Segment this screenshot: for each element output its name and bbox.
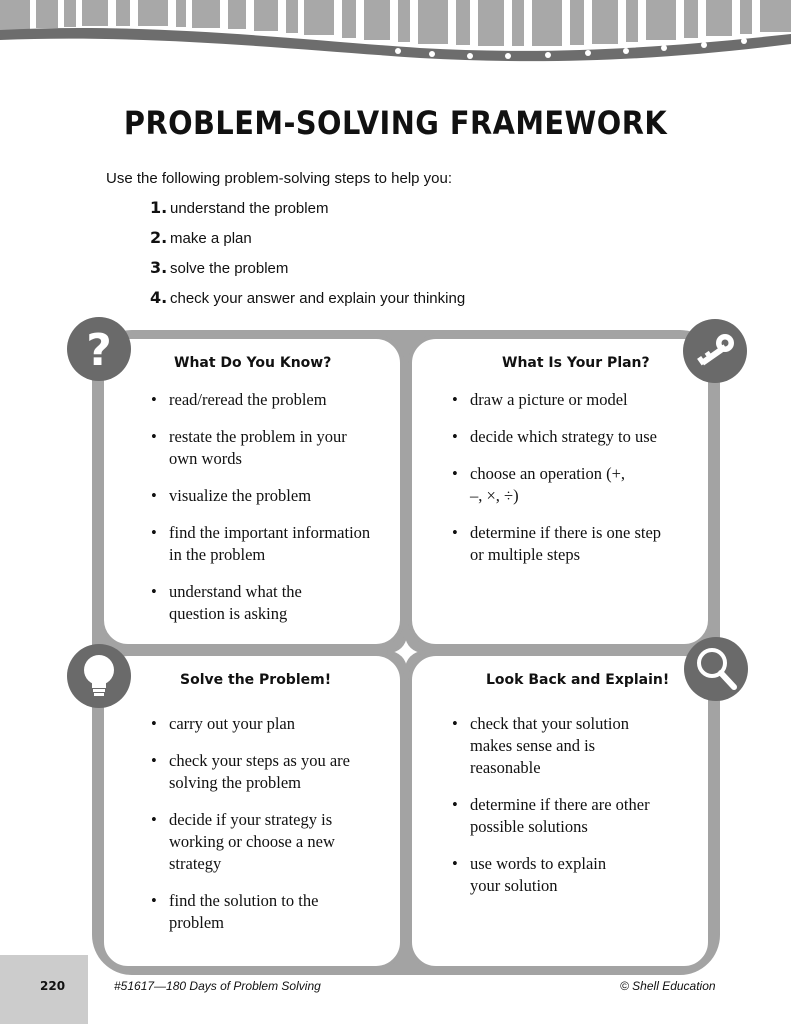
bullet-list bbox=[149, 389, 389, 640]
center-diamond-decoration bbox=[386, 632, 426, 672]
bullet-list bbox=[450, 389, 690, 581]
bullet-list bbox=[149, 713, 389, 949]
list-item bbox=[150, 198, 465, 228]
panel-what-do-you-know bbox=[100, 335, 404, 648]
list-item: • find the solution to the problem bbox=[149, 890, 329, 934]
list-item: • read/reread the problem bbox=[149, 389, 389, 411]
list-item: • determine if there is one step or multiple steps bbox=[450, 522, 670, 566]
magnifying-glass-icon bbox=[684, 637, 748, 701]
product-code: #51617—180 Days of Problem Solving bbox=[114, 979, 321, 993]
panel-heading: Look Back and Explain! bbox=[486, 672, 670, 688]
page-number: 220 bbox=[40, 979, 66, 993]
step-text: check your answer and explain your thinking bbox=[170, 290, 466, 307]
list-item bbox=[150, 288, 465, 318]
panel-heading: What Is Your Plan? bbox=[502, 355, 650, 371]
list-item: • decide if your strategy is working or choose a new strategy bbox=[149, 809, 354, 875]
list-item: • draw a picture or model bbox=[450, 389, 690, 411]
lightbulb-icon bbox=[67, 644, 131, 708]
bullet-list bbox=[450, 713, 690, 912]
step-number: 3. bbox=[150, 258, 168, 277]
panel-what-is-your-plan bbox=[408, 335, 712, 648]
step-text: understand the problem bbox=[170, 200, 329, 217]
step-text: solve the problem bbox=[170, 260, 289, 277]
list-item bbox=[150, 258, 465, 288]
step-text: make a plan bbox=[170, 230, 252, 247]
panel-look-back-and-explain bbox=[408, 652, 712, 970]
page-title: PROBLEM-SOLVING FRAMEWORK bbox=[123, 104, 668, 142]
list-item: • check your steps as you are solving the problem bbox=[149, 750, 384, 794]
step-number: 4. bbox=[150, 288, 168, 307]
list-item: • decide which strategy to use bbox=[450, 426, 690, 448]
list-item: • choose an operation (+, –, ×, ÷) bbox=[450, 463, 630, 507]
list-item bbox=[150, 228, 465, 258]
list-item: • use words to explain your solution bbox=[450, 853, 630, 897]
panel-heading: Solve the Problem! bbox=[180, 672, 332, 688]
question-mark-icon bbox=[67, 317, 131, 381]
panel-solve-the-problem bbox=[100, 652, 404, 970]
copyright: © Shell Education bbox=[620, 979, 716, 993]
list-item: • check that your solution makes sense and is reasonable bbox=[450, 713, 665, 779]
list-item: • carry out your plan bbox=[149, 713, 389, 735]
list-item: • visualize the problem bbox=[149, 485, 389, 507]
step-number: 2. bbox=[150, 228, 168, 247]
list-item: • understand what the question is asking bbox=[149, 581, 339, 625]
header-stripes-decoration bbox=[0, 0, 791, 62]
steps-list bbox=[150, 198, 465, 318]
intro-text: Use the following problem-solving steps to help you: bbox=[106, 170, 453, 187]
list-item: • determine if there are other possible solutions bbox=[450, 794, 690, 838]
step-number: 1. bbox=[150, 198, 168, 217]
panel-heading: What Do You Know? bbox=[174, 355, 332, 371]
key-icon bbox=[683, 319, 747, 383]
svg-text:?: ? bbox=[86, 325, 112, 376]
list-item: • find the important information in the problem bbox=[149, 522, 384, 566]
list-item: • restate the problem in your own words bbox=[149, 426, 379, 470]
